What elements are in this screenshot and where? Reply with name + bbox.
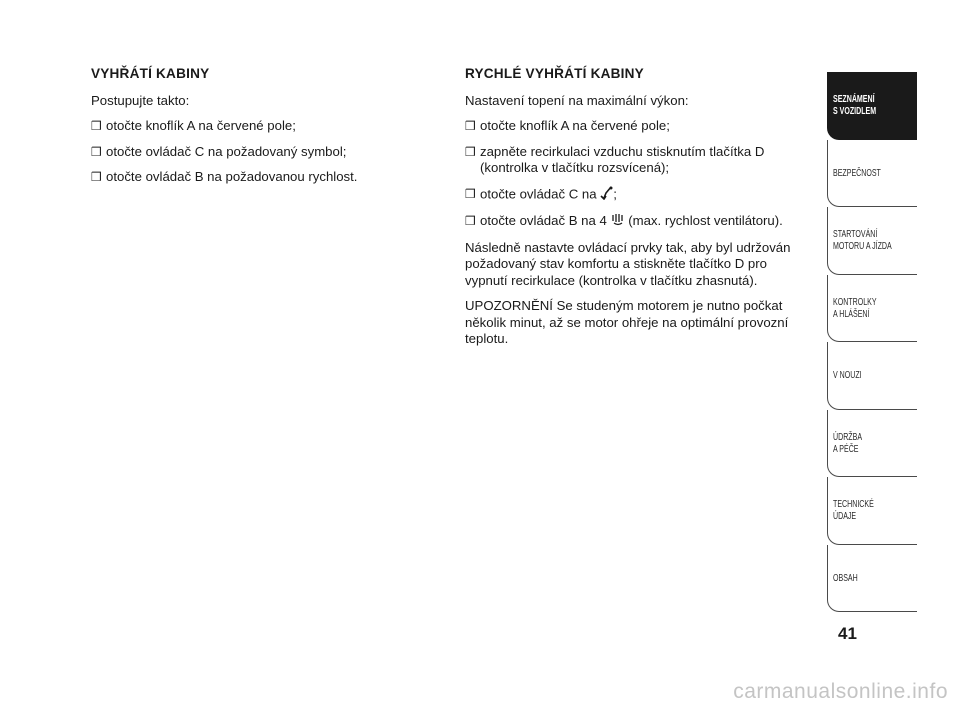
checkbox-bullet-icon: ❒ xyxy=(91,170,102,184)
checkbox-bullet-icon: ❒ xyxy=(465,144,476,159)
list-item: ❒ otočte ovládač C na ; xyxy=(465,186,810,205)
section-heading: RYCHLÉ VYHŘÁTÍ KABINY xyxy=(465,66,644,81)
checkbox-bullet-icon: ❒ xyxy=(465,119,476,133)
checkbox-bullet-icon: ❒ xyxy=(465,214,476,228)
list-item: ❒ otočte ovládač C na požadovaný symbol; xyxy=(91,143,347,159)
tab-v-nouzi[interactable]: V NOUZI xyxy=(827,342,917,410)
tab-technicke-udaje[interactable]: TECHNICKÉ ÚDAJE xyxy=(827,477,917,545)
page-number: 41 xyxy=(838,624,857,643)
checkbox-bullet-icon: ❒ xyxy=(465,186,476,201)
feet-airflow-icon xyxy=(600,186,613,205)
paragraph: Následně nastavte ovládací prvky tak, aby byl udržován požadovaný stav komfortu a stiskněte tlačítko D pro vypnutí recirkulace (kontrolka v tlačítku zhasnutá). xyxy=(465,239,791,288)
tab-kontrolky[interactable]: KONTROLKY A HLÁŠENÍ xyxy=(827,275,917,343)
tab-bezpecnost[interactable]: BEZPEČNOST xyxy=(827,140,917,208)
warning-paragraph: UPOZORNĚNÍ Se studeným motorem je nutno počkat několik minut, až se motor ohřeje na optimální provozní teplotu. xyxy=(465,298,789,346)
tab-obsah[interactable]: OBSAH xyxy=(827,545,917,613)
list-item: ❒ otočte knoflík A na červené pole; xyxy=(465,118,670,133)
tab-seznameni[interactable]: SEZNÁMENÍ S VOZIDLEM xyxy=(827,72,917,140)
section-heading: VYHŘÁTÍ KABINY xyxy=(91,66,210,81)
list-item: ❒ otočte ovládač B na požadovanou rychlost. xyxy=(91,169,358,184)
intro-text: Nastavení topení na maximální výkon: xyxy=(465,92,689,108)
tab-udrzba[interactable]: ÚDRŽBA A PÉČE xyxy=(827,410,917,478)
chapter-tabs xyxy=(827,72,917,612)
fan-speed-icon xyxy=(611,213,625,231)
right-column xyxy=(465,66,810,357)
checkbox-bullet-icon: ❒ xyxy=(91,119,102,133)
left-column xyxy=(91,66,421,195)
watermark: carmanualsonline.info xyxy=(733,680,948,703)
list-item: ❒ otočte knoflík A na červené pole; xyxy=(91,118,296,133)
tab-startovani[interactable]: STARTOVÁNÍ MOTORU A JÍZDA xyxy=(827,207,917,275)
list-item: ❒ otočte ovládač B na 4 (max. rychlost ventilátoru). xyxy=(465,213,810,231)
list-item: ❒ zapněte recirkulaci vzduchu stisknutím tlačítka D (kontrolka v tlačítku rozsvícená); xyxy=(465,143,765,175)
checkbox-bullet-icon: ❒ xyxy=(91,144,102,159)
intro-text: Postupujte takto: xyxy=(91,92,190,108)
